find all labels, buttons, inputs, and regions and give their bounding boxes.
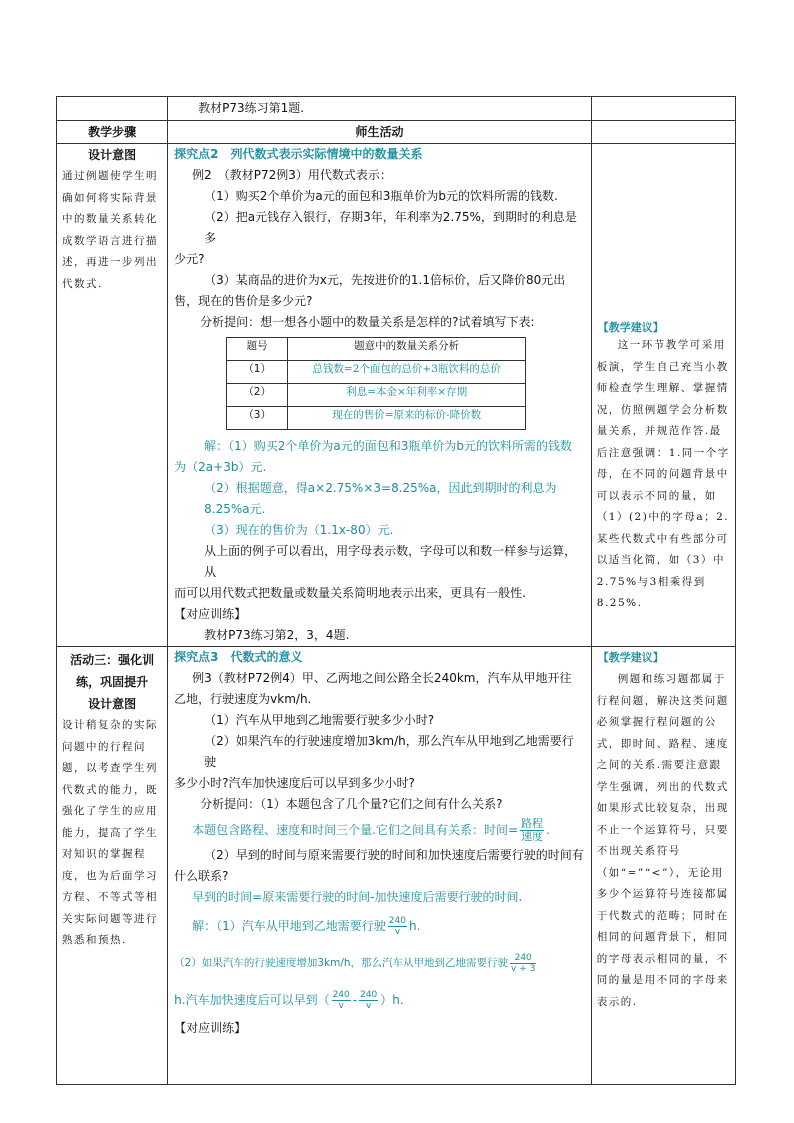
relation-row-no: （1）: [227, 361, 288, 384]
time-formula-fraction: [520, 818, 544, 843]
solution1b: 为（2a+3b）元.: [174, 460, 267, 474]
row0-right: [591, 97, 735, 121]
design-intent-body: 通过例题使学生明确如何将实际背景中的数量关系转化成数学语言进行描述，再进一步列出代数式.: [62, 170, 158, 290]
fraction-denominator: v: [394, 927, 401, 937]
solution-3-3-text: h.汽车加快速度后可以早到（: [174, 993, 330, 1007]
solution3: （3）现在的售价为（1.1x-80）元.: [204, 523, 394, 537]
fraction-denominator: v: [338, 1001, 344, 1011]
time-fraction-faster: [510, 953, 536, 974]
example3-q2a: （2）如果汽车的行驶速度增加3km/h，那么汽车从甲地到乙地需要行驶: [204, 734, 574, 769]
relation-header-no: 题号: [227, 338, 288, 361]
section1-left: [57, 144, 168, 647]
summary-line1: 从上面的例子可以看出，用字母表示数，字母可以和数一样参与运算，从: [204, 544, 577, 579]
example2-q1: （1）购买2个单价为a元的面包和3瓶单价为b元的饮料所需的钱数.: [204, 189, 558, 203]
explore-point-3-title: 探究点3 代数式的意义: [174, 650, 303, 664]
time-fraction-1: [332, 990, 351, 1011]
design-intent-title-2: 设计意图: [88, 697, 137, 711]
example3-a: 例3（教材P72例4）甲、乙两地之间公路全长240km，汽车从甲地开往: [192, 671, 572, 685]
header-activities: 师生活动: [168, 121, 592, 144]
relation-table: [226, 337, 526, 430]
relation-row-no: （2）: [227, 384, 288, 407]
teaching-tip-title-1: 【教学建议】: [597, 321, 664, 334]
section2-left: [57, 647, 168, 1085]
header-steps: 教学步骤: [57, 121, 168, 144]
fraction-numerator: 240: [388, 916, 406, 926]
fraction-denominator: 速度: [521, 830, 544, 843]
section1-right: [591, 144, 735, 647]
lesson-table: [56, 96, 736, 1085]
section1-main: [168, 144, 592, 647]
solution-3-1: [168, 908, 591, 944]
relation-header-rel: 题意中的数量关系分析: [288, 338, 526, 361]
question-b1: （2）早到的时间与原来需要行驶的时间和加快速度后需要行驶的时间有: [204, 848, 584, 862]
lesson-plan-sheet: [56, 96, 736, 1085]
answer1-text: 本题包含路程、速度和时间三个量.它们之间具有关系：时间=: [192, 823, 519, 837]
training-label-1: 【对应训练】: [174, 607, 247, 621]
training-text-1: 教材P73练习第2，3，4题.: [204, 628, 350, 642]
fraction-denominator: v: [366, 1001, 372, 1011]
teaching-tip-body-2: 例题和练习题都属于行程问题，解决这类问题必须掌握行程问题的公式，即时间、路程、速度之间的关系.需要注意跟学生强调，列出的代数式如果形式比较复杂，出现不止一个运算符号，只要不出现关系符号（如“=”“<”），无论用多少个运算符号连接都属于代数式的范畴；同时在相同的问题背景下，相同的字母表示相同的量，不同的量是用不同的字母来表示的.: [596, 673, 729, 1008]
fraction-numerator: 路程: [521, 817, 544, 830]
minus-sign: -: [352, 993, 358, 1007]
example2-q3a: （3）某商品的进价为x元，先按进价的1.1倍标价，后又降价80元出: [204, 273, 566, 287]
example3-q1: （1）汽车从甲地到乙地需要行驶多少小时?: [204, 713, 435, 727]
example2-q3b: 售，现在的售价是多少元?: [174, 294, 313, 308]
solution2: （2）根据题意，得a×2.75%×3=8.25%a，因此到期时的利息为8.25%a元.: [204, 481, 557, 516]
teaching-tip-body-1: 这一环节教学可采用板演，学生自己充当小教师检查学生理解、掌握情况，仿照例题学会分析数量关系，并规范作答.最后注意强调：1.同一个字母，在不同的问题背景中可以表示不同的量，如（1）(2)中的字母a；2.某些代数式中有些部分可以适当化简，如（3）中2.75%与3相乘得到8.25%.: [596, 339, 730, 609]
solution1a: 解：（1）购买2个单价为a元的面包和3瓶单价为b元的饮料所需的钱数: [204, 439, 573, 453]
fraction-numerator: 240: [510, 953, 536, 964]
solution-3-2: [168, 944, 591, 982]
time-fraction: [388, 916, 407, 937]
teaching-tip-title-2: 【教学建议】: [597, 651, 664, 664]
answer1: [168, 815, 591, 845]
training-label-2: 【对应训练】: [174, 1021, 247, 1035]
fraction-numerator: 240: [332, 990, 350, 1000]
answer1-end: .: [546, 823, 550, 837]
section2-right: [591, 647, 735, 1085]
summary-line2: 而可以用代数式把数量或数量关系简明地表示出来，更具有一般性.: [174, 586, 526, 600]
relation-row-no: （3）: [227, 407, 288, 430]
fraction-numerator: 240: [360, 990, 378, 1000]
relation-row-rel: 现在的售价=原来的标价-降价数: [288, 407, 526, 430]
analysis-question: 分析提问：想一想各小题中的数量关系是怎样的?试着填写下表:: [200, 315, 535, 329]
example2-intro: 例2 （教材P72例3）用代数式表示：: [192, 168, 392, 182]
header-empty: [591, 121, 735, 144]
solution-3-3-end: ）h.: [380, 993, 404, 1007]
fraction-denominator: v + 3: [511, 963, 536, 974]
relation-row-rel: 总钱数=2个面包的总价+3瓶饮料的总价: [288, 361, 526, 384]
solution-3-1-end: h.: [408, 919, 421, 933]
row0-left: [57, 97, 168, 121]
design-intent-title: 设计意图: [88, 148, 137, 162]
question-b2: 什么联系?: [174, 869, 229, 883]
solution-3-2-text: （2）如果汽车的行驶速度增加3km/h，那么汽车从甲地到乙地需要行驶: [174, 957, 509, 969]
analysis-question-2: 分析提问：（1）本题包含了几个量?它们之间有什么关系?: [200, 797, 503, 811]
row0-text: [168, 97, 592, 121]
example2-q2b: 少元?: [174, 252, 205, 266]
example3-q2b: 多少小时?汽车加快速度后可以早到多少小时?: [174, 776, 415, 790]
explore-point-2-title: 探究点2 列代数式表示实际情境中的数量关系: [174, 147, 423, 161]
section2-main: [168, 647, 592, 1085]
relation-row-rel: 利息=本金×年利率×存期: [288, 384, 526, 407]
activity3-title: 活动三：强化训练，巩固提升: [70, 653, 155, 689]
example3-b: 乙地，行驶速度为vkm/h.: [174, 692, 312, 706]
design-intent-body-2: 设计稍复杂的实际问题中的行程问题，以考查学生列代数式的能力，既强化了学生的应用能力，提高了学生对知识的掌握程度，也为后面学习方程、不等式等相关实际问题等进行熟悉和预热.: [62, 719, 158, 946]
time-fraction-2: [359, 990, 378, 1011]
solution-3-1-text: 解：（1）汽车从甲地到乙地需要行驶: [192, 919, 386, 933]
solution-3-3: [168, 982, 591, 1018]
row0-line: 教材P73练习第1题.: [198, 101, 305, 115]
answer2: 早到的时间=原来需要行驶的时间-加快速度后需要行驶的时间.: [192, 890, 523, 904]
example2-q2a: （2）把a元钱存入银行，存期3年，年利率为2.75%，到期时的利息是多: [204, 210, 577, 245]
